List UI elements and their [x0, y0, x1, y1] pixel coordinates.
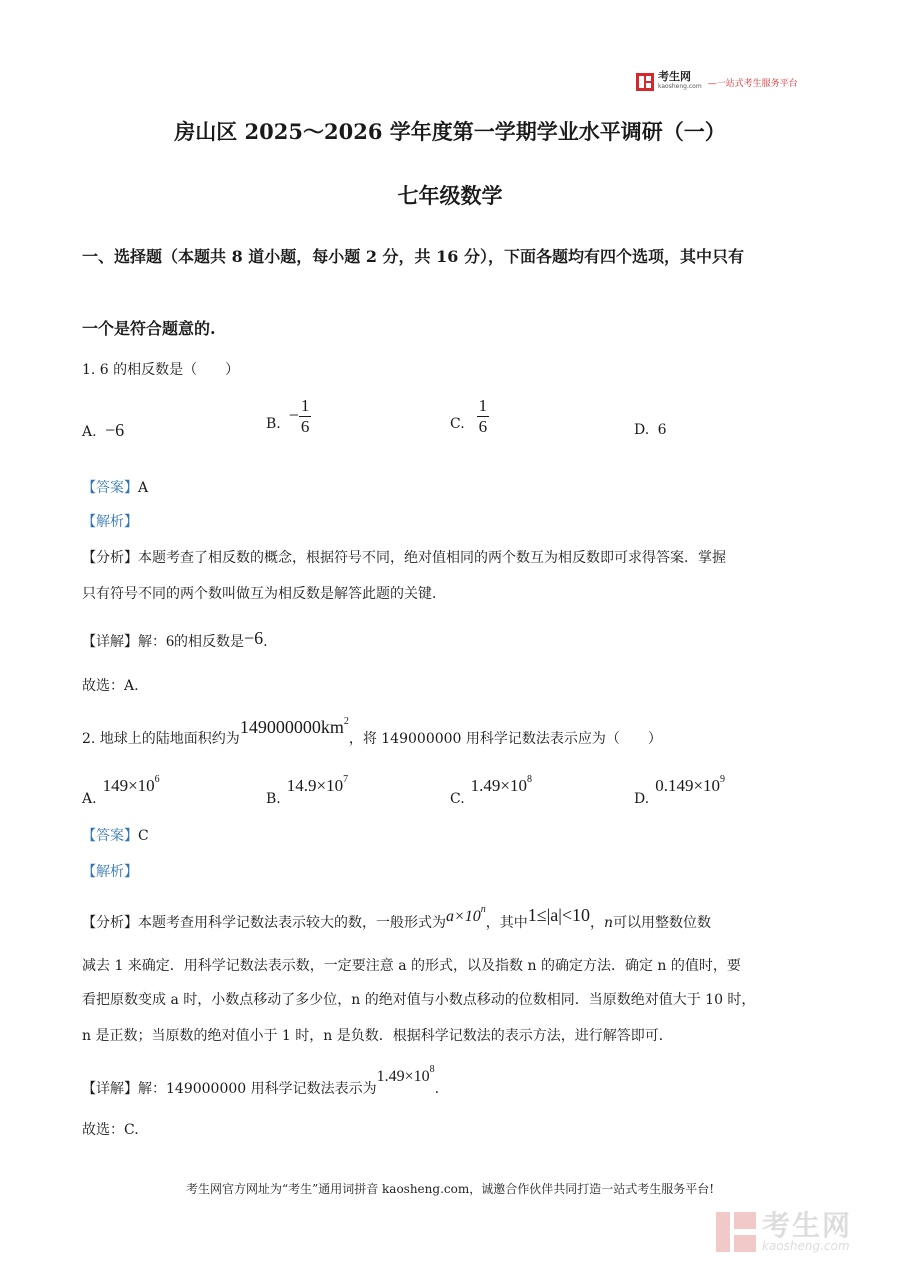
q2-fenxi-line2: 减去 1 来确定．用科学记数法表示数，一定要注意 a 的形式，以及指数 n 的确定方法．确定 n 的值时，要 [82, 958, 741, 974]
section-heading-line2: 一个是符合题意的. [82, 319, 216, 338]
q1-option-d: D. 6 [634, 422, 667, 438]
logo-domain: kaosheng.com [658, 83, 702, 90]
q1-detail: 【详解】解：6的相反数是−6. [82, 628, 268, 650]
header-logo [636, 72, 798, 92]
q1-answer: 【答案】A [82, 480, 149, 496]
q1-option-a: A. −6 [82, 420, 125, 440]
q2-option-a: $A.149\times 10^6$ [82, 774, 160, 807]
q1-analysis-tag: 【解析】 [82, 514, 138, 530]
q2-fenxi-line3: 看把原数变成 a 时，小数点移动了多少位，n 的绝对值与小数点移动的位数相同．当原数绝对值大于 10 时， [82, 992, 756, 1008]
q1-option-b-sign: − [288, 404, 299, 425]
q2-fenxi-line1: 【分析】本题考查用科学记数法表示较大的数，一般形式为$a\times 10^n$，其中1≤|a|<10，n可以用整数位数 [82, 904, 712, 931]
q1-stem: 1. 6 的相反数是（ ） [82, 362, 240, 378]
page-title: 房山区 2025～2026 学年度第一学期学业水平调研（一） [174, 119, 726, 144]
kaosheng-logo-icon [636, 73, 654, 91]
q2-stem: 2. 地球上的陆地面积约为$149000000km^2$，将 149000000 用科学记数法表示应为（ ） [82, 716, 662, 747]
q2-option-c: $C.1.49\times 10^8$ [450, 774, 533, 807]
q1-option-b: B. − $\frac{1}{6}$ [266, 396, 310, 436]
q1-option-c: C. $\frac{1}{6}$ [450, 396, 488, 436]
q1-option-d-value: 6 [657, 422, 667, 438]
q2-answer: 【答案】C [82, 828, 149, 844]
q2-choose: 故选：C. [82, 1122, 139, 1138]
watermark-name: 考生网 [762, 1209, 853, 1242]
q1-option-a-value: −6 [105, 420, 125, 440]
q2-fenxi-line4: n 是正数；当原数的绝对值小于 1 时，n 是负数．根据科学记数法的表示方法，进行解答即可． [82, 1028, 673, 1044]
section-heading-line1: 一、选择题（本题共 8 道小题，每小题 2 分，共 16 分），下面各题均有四个选项，其中只有 [82, 247, 744, 266]
watermark-domain: kaosheng.com [762, 1239, 850, 1253]
q1-fenxi-line1: 【分析】本题考查了相反数的概念，根据符号不同，绝对值相同的两个数互为相反数即可求得答案．掌握 [82, 550, 726, 566]
q1-choose: 故选：A. [82, 678, 139, 694]
q2-detail: 【详解】解：149000000 用科学记数法表示为$1.49\times 10^8$. [82, 1064, 440, 1097]
watermark-logo-icon [716, 1212, 756, 1252]
q1-option-c-fraction: $\frac{1}{6}$ [478, 396, 488, 436]
logo-slogan: —一站式考生服务平台 [707, 78, 798, 89]
q1-fenxi-line2: 只有符号不同的两个数叫做互为相反数是解答此题的关键． [82, 586, 446, 602]
footer-text: 考生网官方网址为“考生”通用词拼音 kaosheng.com，诚邀合作伙伴共同打造一站式考生服务平台! [185, 1182, 715, 1196]
page-subtitle: 七年级数学 [397, 183, 503, 208]
footer-watermark [716, 1209, 853, 1253]
logo-name: 考生网 [658, 70, 691, 83]
q1-option-b-fraction: $\frac{1}{6}$ [300, 396, 310, 436]
q2-option-b: $B.14.9\times 10^7$ [266, 774, 349, 807]
q2-option-d: $D.0.149\times 10^9$ [634, 774, 726, 807]
q2-analysis-tag: 【解析】 [82, 864, 138, 880]
